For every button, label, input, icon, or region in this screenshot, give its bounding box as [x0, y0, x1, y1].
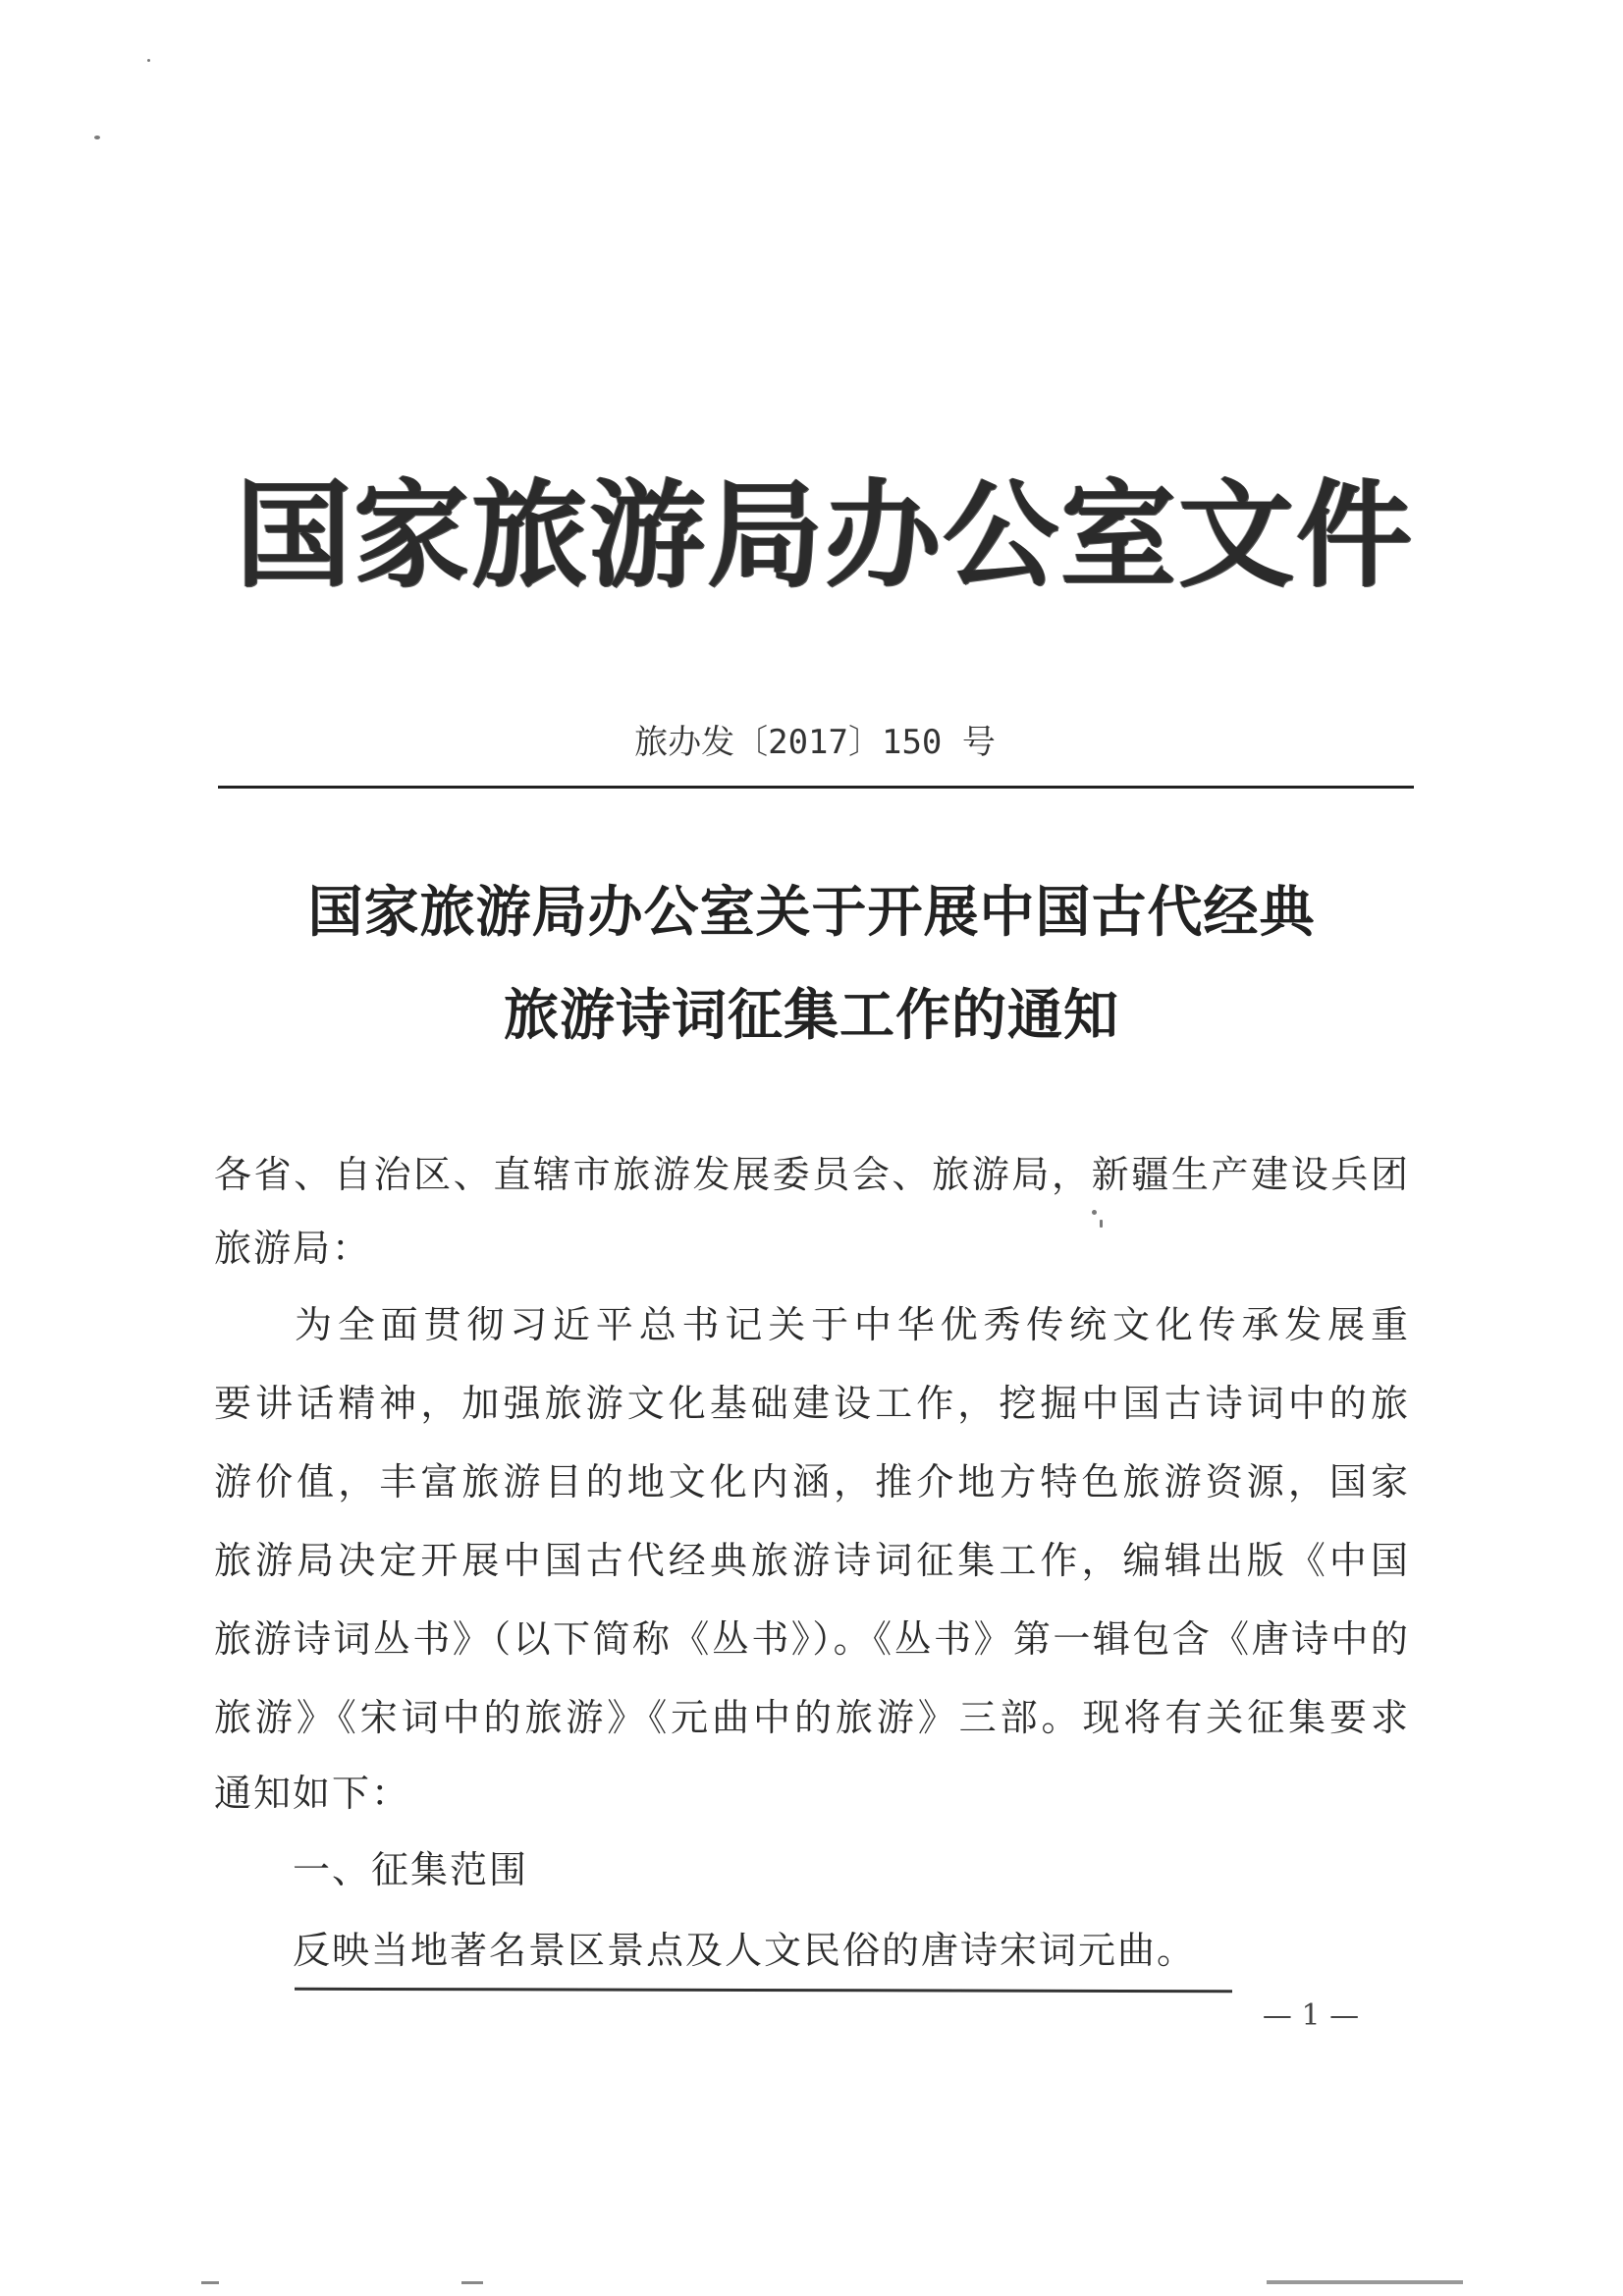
section-content: 反映当地著名景区景点及人文民俗的唐诗宋词元曲。: [293, 1929, 1197, 1972]
scan-speck: [1092, 1210, 1097, 1215]
body-paragraph-line: 通知如下：: [214, 1772, 411, 1815]
section-heading: 一、征集范围: [293, 1848, 529, 1891]
notice-title-line-1: 国家旅游局办公室关于开展中国古代经典: [307, 880, 1316, 945]
addressee-line-1: 各省、自治区、直辖市旅游发展委员会、旅游局，新疆生产建设兵团: [214, 1153, 1410, 1196]
scan-edge-mark: [461, 2281, 483, 2284]
body-paragraph-line: 旅游》《宋词中的旅游》《元曲中的旅游》三部。现将有关征集要求: [214, 1696, 1410, 1739]
notice-title-line-2: 旅游诗词征集工作的通知: [504, 983, 1119, 1048]
header-divider: [218, 786, 1414, 789]
scan-speck: [94, 136, 100, 139]
footer-divider: [295, 1988, 1232, 1994]
body-paragraph-line: 旅游诗词丛书》（以下简称《丛书》）。《丛书》第一辑包含《唐诗中的: [214, 1617, 1410, 1661]
issuer-header: 国家旅游局办公室文件: [235, 466, 1414, 603]
document-number: 旅办发〔2017〕150 号: [634, 723, 996, 762]
page-number: — 1 —: [1262, 1998, 1360, 2033]
scan-speck: [147, 59, 150, 62]
scan-edge-mark: [1267, 2280, 1463, 2284]
scan-edge-mark: [201, 2281, 219, 2284]
body-paragraph-line: 为全面贯彻习近平总书记关于中华优秀传统文化传承发展重: [295, 1303, 1410, 1346]
addressee-line-2: 旅游局：: [214, 1227, 372, 1270]
body-paragraph-line: 游价值，丰富旅游目的地文化内涵，推介地方特色旅游资源，国家: [214, 1460, 1410, 1503]
body-paragraph-line: 旅游局决定开展中国古代经典旅游诗词征集工作，编辑出版《中国: [214, 1539, 1410, 1582]
body-paragraph-line: 要讲话精神，加强旅游文化基础建设工作，挖掘中国古诗词中的旅: [214, 1382, 1410, 1425]
